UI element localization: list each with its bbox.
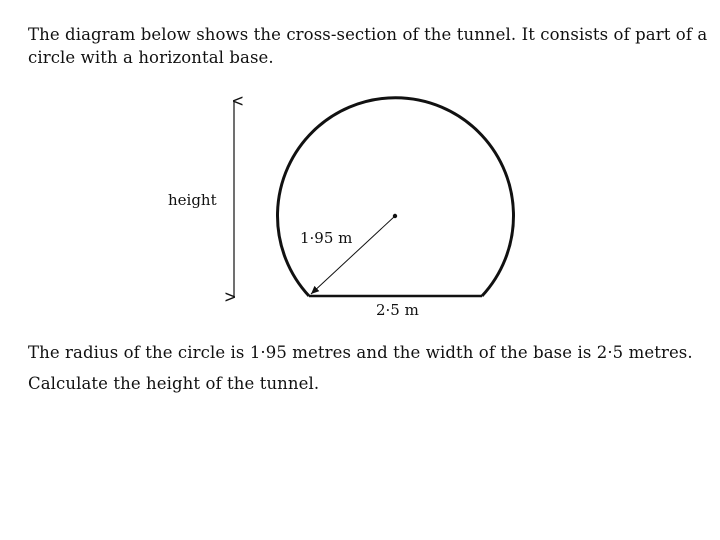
tunnel-arc	[278, 98, 514, 296]
radius-arrow	[311, 216, 395, 294]
question-text: Calculate the height of the tunnel.	[28, 374, 320, 393]
intro-text-line-2: circle with a horizontal base.	[28, 48, 274, 67]
radius-label: 1·95 m	[300, 229, 353, 247]
radius-statement-text: The radius of the circle is 1·95 metres and the width of the base is 2·5 metres.	[28, 343, 693, 362]
height-label: height	[168, 191, 217, 209]
intro-text-line-1: The diagram below shows the cross-section of the tunnel. It consists of part of a	[28, 25, 708, 44]
base-label: 2·5 m	[376, 301, 419, 319]
